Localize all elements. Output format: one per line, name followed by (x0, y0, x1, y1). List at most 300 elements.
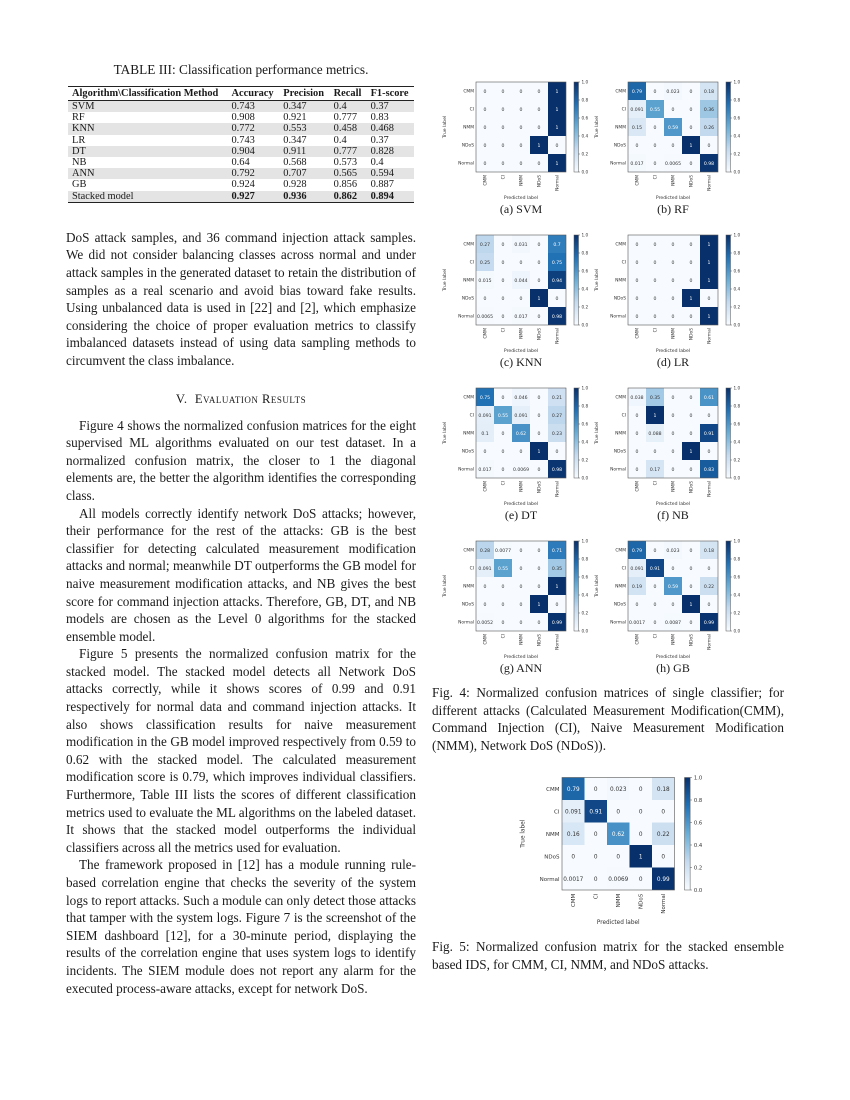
confusion-matrix-ann (436, 535, 606, 660)
cell-value-label: 0 (593, 854, 598, 861)
cell-value-label: 0.62 (515, 431, 527, 437)
colorbar-tick-label: 0.0 (733, 475, 741, 481)
cell-value-label: 0 (653, 620, 657, 626)
x-tick-label: NDoS (537, 481, 543, 494)
cell-value-label: 0.59 (667, 125, 679, 131)
x-tick-label: Normal (707, 481, 713, 497)
cell-value-label: 0 (537, 125, 541, 131)
cell-value-label: 0 (593, 832, 598, 839)
cell-value-label: 0.22 (703, 584, 715, 590)
colorbar-tick-label: 0.2 (733, 304, 741, 310)
cell-value-label: 0.1 (481, 431, 489, 437)
cell-value-label: 0 (537, 395, 541, 401)
cell-value-label: 0 (689, 125, 693, 131)
metric-value-cell: 0.468 (367, 123, 414, 134)
algorithm-name-cell: NB (72, 157, 87, 169)
cell-value-label: 0 (483, 107, 487, 113)
y-tick-label: NMM (463, 431, 474, 437)
x-axis-label: Predicted label (655, 655, 691, 660)
colorbar (574, 82, 579, 172)
cell-value-label: 0 (483, 89, 487, 95)
cell-value-label: 0 (501, 602, 505, 608)
cell-value-label: 0 (653, 296, 657, 302)
cell-value-label: 0 (501, 296, 505, 302)
y-tick-label: Normal (458, 467, 474, 473)
subfigure-caption: (c) KNN (499, 355, 543, 369)
y-tick-label: Normal (610, 620, 626, 626)
y-tick-label: NMM (545, 832, 560, 839)
algorithm-name-cell: SVM (68, 101, 227, 113)
colorbar-tick-label: 0.6 (693, 820, 703, 827)
cell-value-label: 0 (501, 620, 505, 626)
cell-value-label: 0 (519, 449, 523, 455)
cell-value-label: 0 (671, 314, 675, 320)
colorbar-tick-label: 0.4 (581, 439, 589, 445)
cell-value-label: 1 (707, 260, 711, 266)
cell-value-label: 0.25 (479, 260, 491, 266)
y-tick-label: NDoS (613, 143, 626, 149)
metric-value-cell: 0.936 (279, 191, 329, 203)
colorbar-tick-label: 0.8 (733, 250, 741, 256)
cell-value-label: 0 (689, 620, 693, 626)
colorbar-tick-label: 0.8 (733, 403, 741, 409)
cell-value-label: 0 (501, 89, 505, 95)
y-tick-label: NDoS (461, 449, 474, 455)
table-header-row (68, 87, 414, 101)
cell-value-label: 0 (671, 395, 675, 401)
x-axis-label: Predicted label (596, 920, 640, 927)
paragraph-siem: The framework proposed in [12] has a module running rule-based correlation engine that checks the severity of the system logs to report attacks. Such a module can only detect those attacks that tamper with the system logs. Figure 7 is the screenshot of the SIEM dashboard [12], for a 30-minute period, displaying the results of the correlation engine that uses system logs to identify incidents. The SIEM module does not report any alarm for the executed process-aware attacks, except for network DoS. (66, 857, 416, 996)
cell-value-label: 0.017 (514, 314, 528, 320)
metric-value-cell: 0.743 (231, 134, 255, 146)
y-axis-label: True label (443, 421, 448, 445)
section-title: Evaluation Results (194, 391, 307, 406)
metric-value-cell: 0.772 (227, 123, 279, 134)
header-algorithm: Algorithm\Classification Method (68, 87, 227, 101)
cell-value-label: 0.0065 (476, 314, 494, 320)
cell-value-label: 0 (483, 125, 487, 131)
cell-value-label: 0 (501, 107, 505, 113)
section-heading (66, 392, 416, 407)
y-axis-label: True label (520, 820, 527, 849)
table-row (68, 123, 414, 134)
cell-value-label: 0 (653, 143, 657, 149)
cell-value-label: 1 (707, 314, 711, 320)
cell-value-label: 0 (653, 449, 657, 455)
cell-value-label: 0 (519, 548, 523, 554)
subfigure-gb (588, 535, 758, 675)
y-tick-label: CMM (615, 548, 626, 554)
x-tick-label: NMM (519, 328, 525, 339)
cell-value-label: 1 (537, 296, 541, 302)
y-axis-label: True label (443, 574, 448, 598)
subfigure-nb (588, 382, 758, 522)
x-tick-label: CMM (483, 175, 489, 186)
x-tick-label: NMM (616, 894, 622, 908)
confusion-matrix-nb (588, 382, 758, 507)
y-tick-label: CI (469, 413, 474, 419)
x-tick-label: CI (653, 481, 659, 486)
x-tick-label: CMM (483, 481, 489, 492)
paragraph-stacked-results: Figure 5 presents the normalized confusion matrix for the stacked model. The stacked model detects all Network DoS attacks correctly, while it shows scores of 0.99 and 0.91 respectively for normal data and command injection attacks. It also shows classification results for naive measurement modification in the GB model improved respectively from 0.59 to 0.62 with the stacked model. The calculated measurement modification score is 0.79, which improves individual classifiers. Furthermore, Table III lists the scores of different classification metrics used to evaluate the ML algorithms on the labeled dataset. It shows that the stacked model outperforms the individual classifiers across all the metrics used for evaluation. (66, 646, 416, 855)
x-tick-label: Normal (707, 175, 713, 191)
colorbar-tick-label: 1.0 (733, 538, 741, 544)
subfigure-svm (436, 76, 606, 216)
cell-value-label: 0 (653, 278, 657, 284)
x-tick-label: NMM (671, 634, 677, 645)
x-tick-label: Normal (555, 634, 561, 650)
x-tick-label: NMM (671, 328, 677, 339)
cell-value-label: 0 (537, 620, 541, 626)
cell-value-label: 0.091 (565, 809, 582, 816)
x-tick-label: Normal (707, 634, 713, 650)
cell-value-label: 0.91 (649, 566, 661, 572)
colorbar (574, 235, 579, 325)
cell-value-label: 0 (483, 602, 487, 608)
cell-value-label: 0 (689, 431, 693, 437)
metric-value-cell: 0.4 (370, 157, 384, 169)
subfigure-ann (436, 535, 606, 675)
colorbar-tick-label: 1.0 (733, 79, 741, 85)
cell-value-label: 0.0052 (476, 620, 494, 626)
cell-value-label: 0.59 (667, 584, 679, 590)
cell-value-label: 0 (689, 584, 693, 590)
metric-value-cell: 0.568 (283, 157, 307, 169)
cell-value-label: 0 (537, 242, 541, 248)
cell-value-label: 0 (671, 242, 675, 248)
cell-value-label: 0 (555, 602, 559, 608)
cell-value-label: 0 (501, 242, 505, 248)
cell-value-label: 0 (501, 260, 505, 266)
cell-value-label: 0 (671, 278, 675, 284)
colorbar-tick-label: 1.0 (581, 538, 589, 544)
x-tick-label: NMM (519, 175, 525, 186)
cell-value-label: 0.044 (514, 278, 528, 284)
cell-value-label: 0.28 (479, 548, 491, 554)
subfigure-caption: (g) ANN (499, 661, 543, 675)
table-row (68, 179, 414, 190)
metric-value-cell: 0.83 (370, 112, 389, 124)
y-tick-label: Normal (458, 161, 474, 167)
y-tick-label: CMM (463, 395, 474, 401)
cell-value-label: 0 (707, 602, 711, 608)
x-tick-label: NDoS (537, 175, 543, 188)
cell-value-label: 0.0065 (664, 161, 682, 167)
cell-value-label: 0 (537, 584, 541, 590)
y-axis-label: True label (595, 115, 600, 139)
y-axis-label: True label (595, 421, 600, 445)
cell-value-label: 0.71 (551, 548, 563, 554)
colorbar-tick-label: 0.8 (733, 97, 741, 103)
cell-value-label: 0 (501, 467, 505, 473)
cell-value-label: 0.0069 (512, 467, 530, 473)
cell-value-label: 1 (555, 89, 559, 95)
algorithm-name-cell: RF (72, 112, 85, 124)
left-column (66, 62, 416, 997)
cell-value-label: 0 (483, 296, 487, 302)
y-tick-label: CI (469, 566, 474, 572)
colorbar (574, 388, 579, 478)
cell-value-label: 0 (483, 584, 487, 590)
metric-value-cell: 0.4 (330, 101, 367, 113)
y-tick-label: CMM (463, 548, 474, 554)
cell-value-label: 0.21 (551, 395, 563, 401)
y-tick-label: Normal (610, 161, 626, 167)
y-axis-label: True label (443, 268, 448, 292)
metric-value-cell: 0.904 (227, 146, 279, 157)
x-tick-label: NMM (519, 634, 525, 645)
colorbar-tick-label: 0.0 (733, 628, 741, 634)
confusion-matrix-gb (588, 535, 758, 660)
x-tick-label: CMM (571, 894, 577, 908)
cell-value-label: 0.98 (703, 161, 715, 167)
cell-value-label: 0 (671, 431, 675, 437)
cell-value-label: 0 (707, 449, 711, 455)
x-tick-label: CI (501, 175, 507, 180)
y-tick-label: NMM (615, 431, 626, 437)
x-axis-label: Predicted label (503, 349, 539, 354)
cell-value-label: 0 (635, 278, 639, 284)
x-tick-label: CMM (635, 634, 641, 645)
x-axis-label: Predicted label (655, 196, 691, 201)
metric-value-cell: 0.911 (279, 146, 329, 157)
cell-value-label: 0.91 (589, 809, 603, 816)
metrics-table (68, 86, 414, 203)
colorbar-tick-label: 0.6 (733, 421, 741, 427)
x-tick-label: Normal (555, 328, 561, 344)
cell-value-label: 0 (555, 449, 559, 455)
y-tick-label: CI (621, 107, 626, 113)
colorbar (685, 778, 691, 891)
y-tick-label: CI (469, 260, 474, 266)
cell-value-label: 1 (537, 449, 541, 455)
cell-value-label: 1 (555, 584, 559, 590)
cell-value-label: 0 (689, 242, 693, 248)
y-tick-label: CI (621, 566, 626, 572)
cell-value-label: 0 (519, 161, 523, 167)
cell-value-label: 0 (635, 449, 639, 455)
cell-value-label: 0 (483, 143, 487, 149)
algorithm-name-cell: Stacked model (68, 191, 227, 203)
cell-value-label: 0.98 (551, 467, 563, 473)
header-f1: F1-score (367, 87, 414, 101)
y-tick-label: CMM (463, 89, 474, 95)
paragraph-fig4-intro: Figure 4 shows the normalized confusion matrices for the eight supervised ML algorithms evaluated on our test dataset. In a normalized confusion matrix, the closer to 1 the diagonal elements are, the better the algorithm identifies the corresponding class. (66, 417, 416, 503)
metric-value-cell: 0.64 (231, 157, 250, 169)
metric-value-cell: 0.37 (370, 134, 389, 146)
cell-value-label: 0.023 (666, 548, 680, 554)
y-axis-label: True label (443, 115, 448, 139)
algorithm-name-cell: LR (72, 134, 86, 146)
metric-value-cell: 0.792 (227, 168, 279, 179)
algorithm-name-cell: GB (72, 179, 87, 191)
cell-value-label: 0 (519, 566, 523, 572)
cell-value-label: 0 (519, 107, 523, 113)
x-tick-label: CI (653, 175, 659, 180)
cell-value-label: 1 (653, 413, 657, 419)
cell-value-label: 0 (537, 278, 541, 284)
cell-value-label: 0.61 (703, 395, 715, 401)
cell-value-label: 0.7 (553, 242, 561, 248)
y-tick-label: CMM (546, 787, 560, 794)
cell-value-label: 0 (635, 467, 639, 473)
metric-value-cell: 0.347 (283, 134, 307, 146)
cell-value-label: 0 (653, 260, 657, 266)
x-tick-label: CI (593, 894, 600, 900)
cell-value-label: 0 (689, 278, 693, 284)
colorbar-tick-label: 0.6 (733, 115, 741, 121)
colorbar-tick-label: 1.0 (581, 385, 589, 391)
table-row (68, 191, 414, 203)
cell-value-label: 0.75 (551, 260, 563, 266)
cell-value-label: 0 (689, 548, 693, 554)
table-row (68, 168, 414, 179)
cell-value-label: 0 (671, 143, 675, 149)
metric-value-cell: 0.828 (367, 146, 414, 157)
subfigure-caption: (b) RF (657, 202, 689, 216)
metric-value-cell: 0.777 (333, 112, 358, 124)
cell-value-label: 0.55 (649, 107, 661, 113)
colorbar-tick-label: 0.8 (581, 97, 589, 103)
cell-value-label: 0 (519, 143, 523, 149)
cell-value-label: 0.015 (478, 278, 492, 284)
subfigure-caption: (e) DT (504, 508, 538, 522)
cell-value-label: 0 (519, 260, 523, 266)
colorbar-tick-label: 0.8 (733, 556, 741, 562)
x-axis-label: Predicted label (655, 502, 691, 507)
cell-value-label: 0 (653, 125, 657, 131)
cell-value-label: 0.99 (703, 620, 715, 626)
cell-value-label: 0 (689, 260, 693, 266)
colorbar-tick-label: 0.0 (733, 169, 741, 175)
algorithm-name-cell: DT (68, 146, 227, 157)
x-tick-label: NMM (671, 175, 677, 186)
header-accuracy: Accuracy (227, 87, 279, 101)
cell-value-label: 0 (653, 89, 657, 95)
colorbar-tick-label: 0.8 (581, 250, 589, 256)
colorbar-tick-label: 0.2 (733, 610, 741, 616)
x-tick-label: Normal (661, 894, 667, 915)
cell-value-label: 0 (638, 877, 643, 884)
cell-value-label: 0.26 (703, 125, 715, 131)
cell-value-label: 0 (638, 809, 643, 816)
y-tick-label: CI (621, 260, 626, 266)
confusion-matrix-knn (436, 229, 606, 354)
y-tick-label: NMM (615, 125, 626, 131)
colorbar-tick-label: 0.8 (581, 556, 589, 562)
cell-value-label: 0 (501, 278, 505, 284)
cell-value-label: 0 (689, 161, 693, 167)
cell-value-label: 0 (671, 449, 675, 455)
cell-value-label: 0.18 (703, 548, 715, 554)
cell-value-label: 0.017 (478, 467, 492, 473)
metric-value-cell: 0.347 (279, 101, 329, 113)
x-tick-label: NDoS (689, 634, 695, 647)
cell-value-label: 0 (635, 413, 639, 419)
y-tick-label: NDoS (461, 143, 474, 149)
colorbar-tick-label: 0.0 (733, 322, 741, 328)
y-axis-label: True label (595, 268, 600, 292)
subfigure-caption: (d) LR (656, 355, 690, 369)
x-tick-label: Normal (555, 481, 561, 497)
cell-value-label: 0 (519, 125, 523, 131)
cell-value-label: 0 (671, 602, 675, 608)
cell-value-label: 0 (689, 314, 693, 320)
metric-value-cell: 0.887 (370, 179, 394, 191)
x-axis-label: Predicted label (655, 349, 691, 354)
cell-value-label: 0 (661, 854, 666, 861)
cell-value-label: 1 (689, 602, 693, 608)
colorbar-tick-label: 0.8 (581, 403, 589, 409)
cell-value-label: 0 (689, 395, 693, 401)
x-tick-label: NMM (519, 481, 525, 492)
y-tick-label: CMM (615, 89, 626, 95)
metric-value-cell: 0.928 (283, 179, 307, 191)
colorbar-tick-label: 0.2 (733, 151, 741, 157)
cell-value-label: 0.091 (478, 413, 492, 419)
colorbar-tick-label: 0.6 (581, 115, 589, 121)
paragraph-dataset: DoS attack samples, and 36 command injection attack samples. We did not consider balancing classes across normal and under attack samples in the generated dataset to retain the distribution of samples as a real scenario and avoid bias toward fake results. Using unbalanced data is used in [22] and [2], which emphasize considering the choice of proper evaluation metrics to classify imbalanced datasets instead of using data sampling methods to circumvent the class imbalance. (66, 229, 416, 368)
cell-value-label: 1 (537, 602, 541, 608)
metric-value-cell: 0.777 (330, 146, 367, 157)
cell-value-label: 0 (537, 548, 541, 554)
cell-value-label: 0 (483, 449, 487, 455)
cell-value-label: 0.99 (656, 877, 670, 884)
y-tick-label: NDoS (461, 296, 474, 302)
cell-value-label: 0.98 (551, 314, 563, 320)
cell-value-label: 0.15 (631, 125, 643, 131)
cell-value-label: 0.99 (551, 620, 563, 626)
subfigure-knn (436, 229, 606, 369)
x-tick-label: CMM (483, 634, 489, 645)
section-number: V. (175, 391, 188, 406)
cell-value-label: 0.023 (666, 89, 680, 95)
x-tick-label: NMM (671, 481, 677, 492)
x-axis-label: Predicted label (503, 655, 539, 660)
cell-value-label: 0 (555, 143, 559, 149)
subfigure-dt (436, 382, 606, 522)
colorbar-tick-label: 0.4 (733, 439, 741, 445)
figure-5 (432, 770, 784, 930)
colorbar-tick-label: 0.4 (693, 843, 703, 850)
x-tick-label: CI (501, 481, 507, 486)
x-tick-label: Normal (707, 328, 713, 344)
cell-value-label: 1 (689, 449, 693, 455)
right-column (432, 76, 784, 974)
cell-value-label: 0.0087 (664, 620, 682, 626)
y-tick-label: NMM (463, 125, 474, 131)
cell-value-label: 0.27 (551, 413, 563, 419)
y-tick-label: CI (554, 809, 560, 816)
cell-value-label: 0 (671, 566, 675, 572)
y-tick-label: Normal (610, 314, 626, 320)
cell-value-label: 0 (501, 584, 505, 590)
cell-value-label: 0 (483, 161, 487, 167)
colorbar-tick-label: 0.6 (581, 421, 589, 427)
metric-value-cell: 0.565 (330, 168, 367, 179)
subfigure-lr (588, 229, 758, 369)
x-axis-label: Predicted label (503, 502, 539, 507)
cell-value-label: 0.0017 (628, 620, 646, 626)
table-row (68, 146, 414, 157)
cell-value-label: 0 (689, 467, 693, 473)
x-tick-label: NDoS (689, 175, 695, 188)
cell-value-label: 0 (537, 314, 541, 320)
subfigure-caption: (h) GB (656, 661, 690, 675)
x-tick-label: CI (653, 634, 659, 639)
y-tick-label: Normal (458, 314, 474, 320)
cell-value-label: 0.83 (703, 467, 715, 473)
